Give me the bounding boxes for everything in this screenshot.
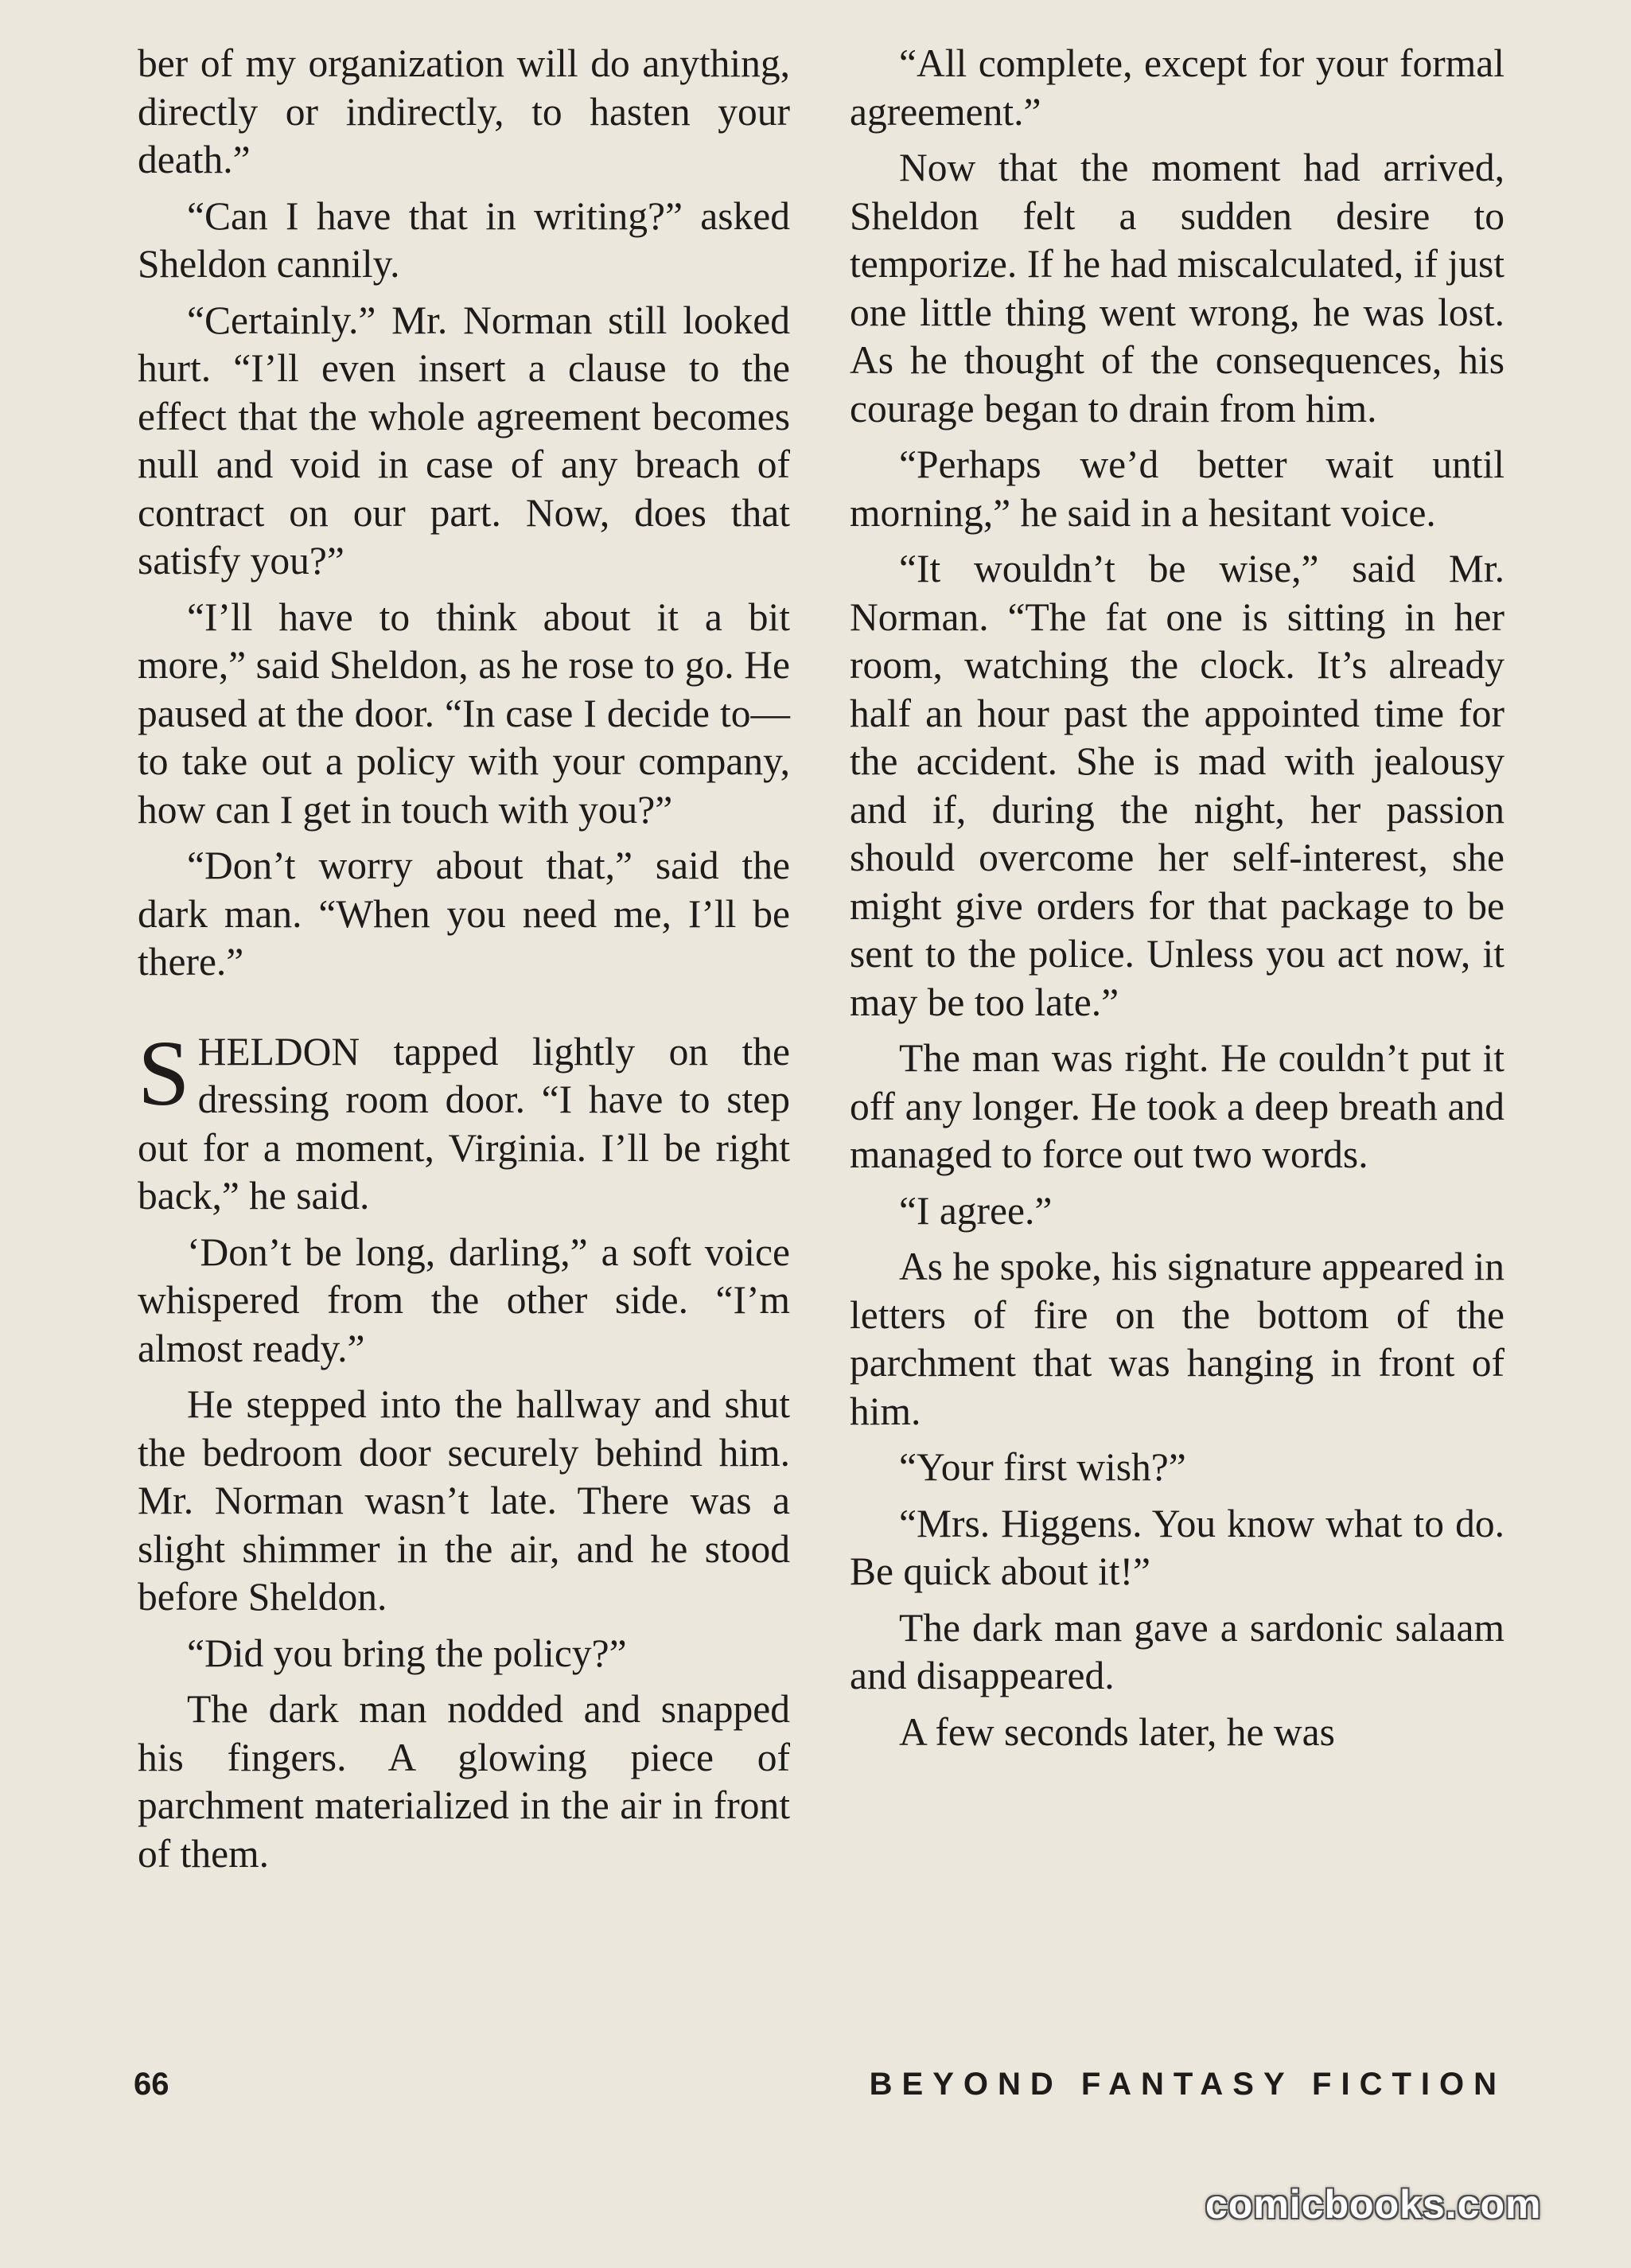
page-footer [134, 2067, 1506, 2114]
paragraph [138, 297, 790, 586]
paragraph [138, 193, 790, 289]
paragraph-text: “Certainly.” Mr. Norman still looked hurt. “I’ll even insert a clause to the effect that the whole agreement becomes null and void in case of any breach of contract on our part. Now, does that satisfy you?” [138, 298, 790, 583]
paragraph-text: The man was right. He couldn’t put it off any longer. He took a deep breath and managed to force out two words. [850, 1036, 1504, 1176]
paragraph-text: As he spoke, his signature appeared in letters of fire on the bottom of the parchment that was hanging in front of him. [850, 1245, 1504, 1433]
paragraph-text: “Can I have that in writing?” asked Sheldon cannily. [138, 193, 790, 286]
paragraph [850, 545, 1504, 1027]
paragraph [138, 594, 790, 835]
paragraph-text: A few seconds later, he was [899, 1709, 1335, 1754]
paragraph-text: “Did you bring the policy?” [187, 1631, 627, 1675]
paragraph-text: “I agree.” [899, 1188, 1053, 1233]
paragraph [138, 1229, 790, 1374]
magazine-title: BEYOND FANTASY FICTION [869, 2067, 1506, 2102]
paragraph-text: “Perhaps we’d better wait until morning,” he said in a hesitant voice. [850, 442, 1504, 535]
paragraph-text: The dark man nodded and snapped his fingers. A glowing piece of parchment materialized in the air in front of them. [138, 1687, 790, 1876]
paragraph [850, 40, 1504, 136]
paragraph-text: ber of my organization will do anything, directly or indirectly, to hasten your death.” [138, 41, 790, 181]
left-text-column [138, 40, 790, 1886]
paragraph [850, 1604, 1504, 1701]
paragraph-text: “I’ll have to think about it a bit more,” said Sheldon, as he rose to go. He paused at the door. “In case I decide to—to take out a policy with your company, how can I get in touch with you?” [138, 594, 790, 832]
page-number: 66 [134, 2067, 169, 2102]
paragraph-text: “Don’t worry about that,” said the dark man. “When you need me, I’ll be there.” [138, 844, 790, 984]
paragraph [138, 1630, 790, 1678]
paragraph [850, 1444, 1504, 1492]
paragraph [138, 842, 790, 987]
paragraph-text: “All complete, except for your formal agreement.” [850, 41, 1504, 134]
paragraph-text: The dark man gave a sardonic salaam and disappeared. [850, 1605, 1504, 1697]
paragraph [138, 1381, 790, 1622]
paragraph-text: “It wouldn’t be wise,” said Mr. Norman. “The fat one is sitting in her room, watching the clock. It’s already half an hour past the appointed time for the accident. She is mad with jealousy and if, during the night, her passion should overcome her self-interest, she might give orders for that package to be sent to the police. Unless you act now, it may be too late.” [850, 547, 1504, 1024]
paragraph [138, 1685, 790, 1878]
drop-cap: S [138, 1020, 190, 1125]
paragraph [850, 144, 1504, 433]
paragraph-text: HELDON tapped lightly on the dressing room door. “I have to step out for a moment, Virginia. I’ll be right back,” he said. [138, 1029, 790, 1218]
paragraph-text: He stepped into the hallway and shut the bedroom door securely behind him. Mr. Norman wasn’t late. There was a slight shimmer in the air, and he stood before Sheldon. [138, 1382, 790, 1619]
paragraph [138, 1020, 790, 1221]
paragraph [138, 40, 790, 185]
paragraph [850, 1500, 1504, 1596]
paragraph [850, 441, 1504, 537]
paragraph [850, 1035, 1504, 1179]
paragraph-text: Now that the moment had arrived, Sheldon felt a sudden desire to temporize. If he had miscalculated, if just one little thing went wrong, he was lost. As he thought of the consequences, his courage began to drain from him. [850, 146, 1504, 431]
paragraph-text: “Your first wish?” [899, 1445, 1186, 1489]
paragraph [850, 1243, 1504, 1436]
paragraph-text: ‘Don’t be long, darling,” a soft voice whispered from the other side. “I’m almost ready.” [138, 1229, 790, 1370]
paragraph [850, 1709, 1504, 1757]
right-text-column [850, 40, 1504, 1764]
paragraph [850, 1187, 1504, 1236]
paragraph-text: “Mrs. Higgens. You know what to do. Be quick about it!” [850, 1501, 1504, 1593]
watermark-logo: comicbooks.com [1205, 2182, 1542, 2227]
